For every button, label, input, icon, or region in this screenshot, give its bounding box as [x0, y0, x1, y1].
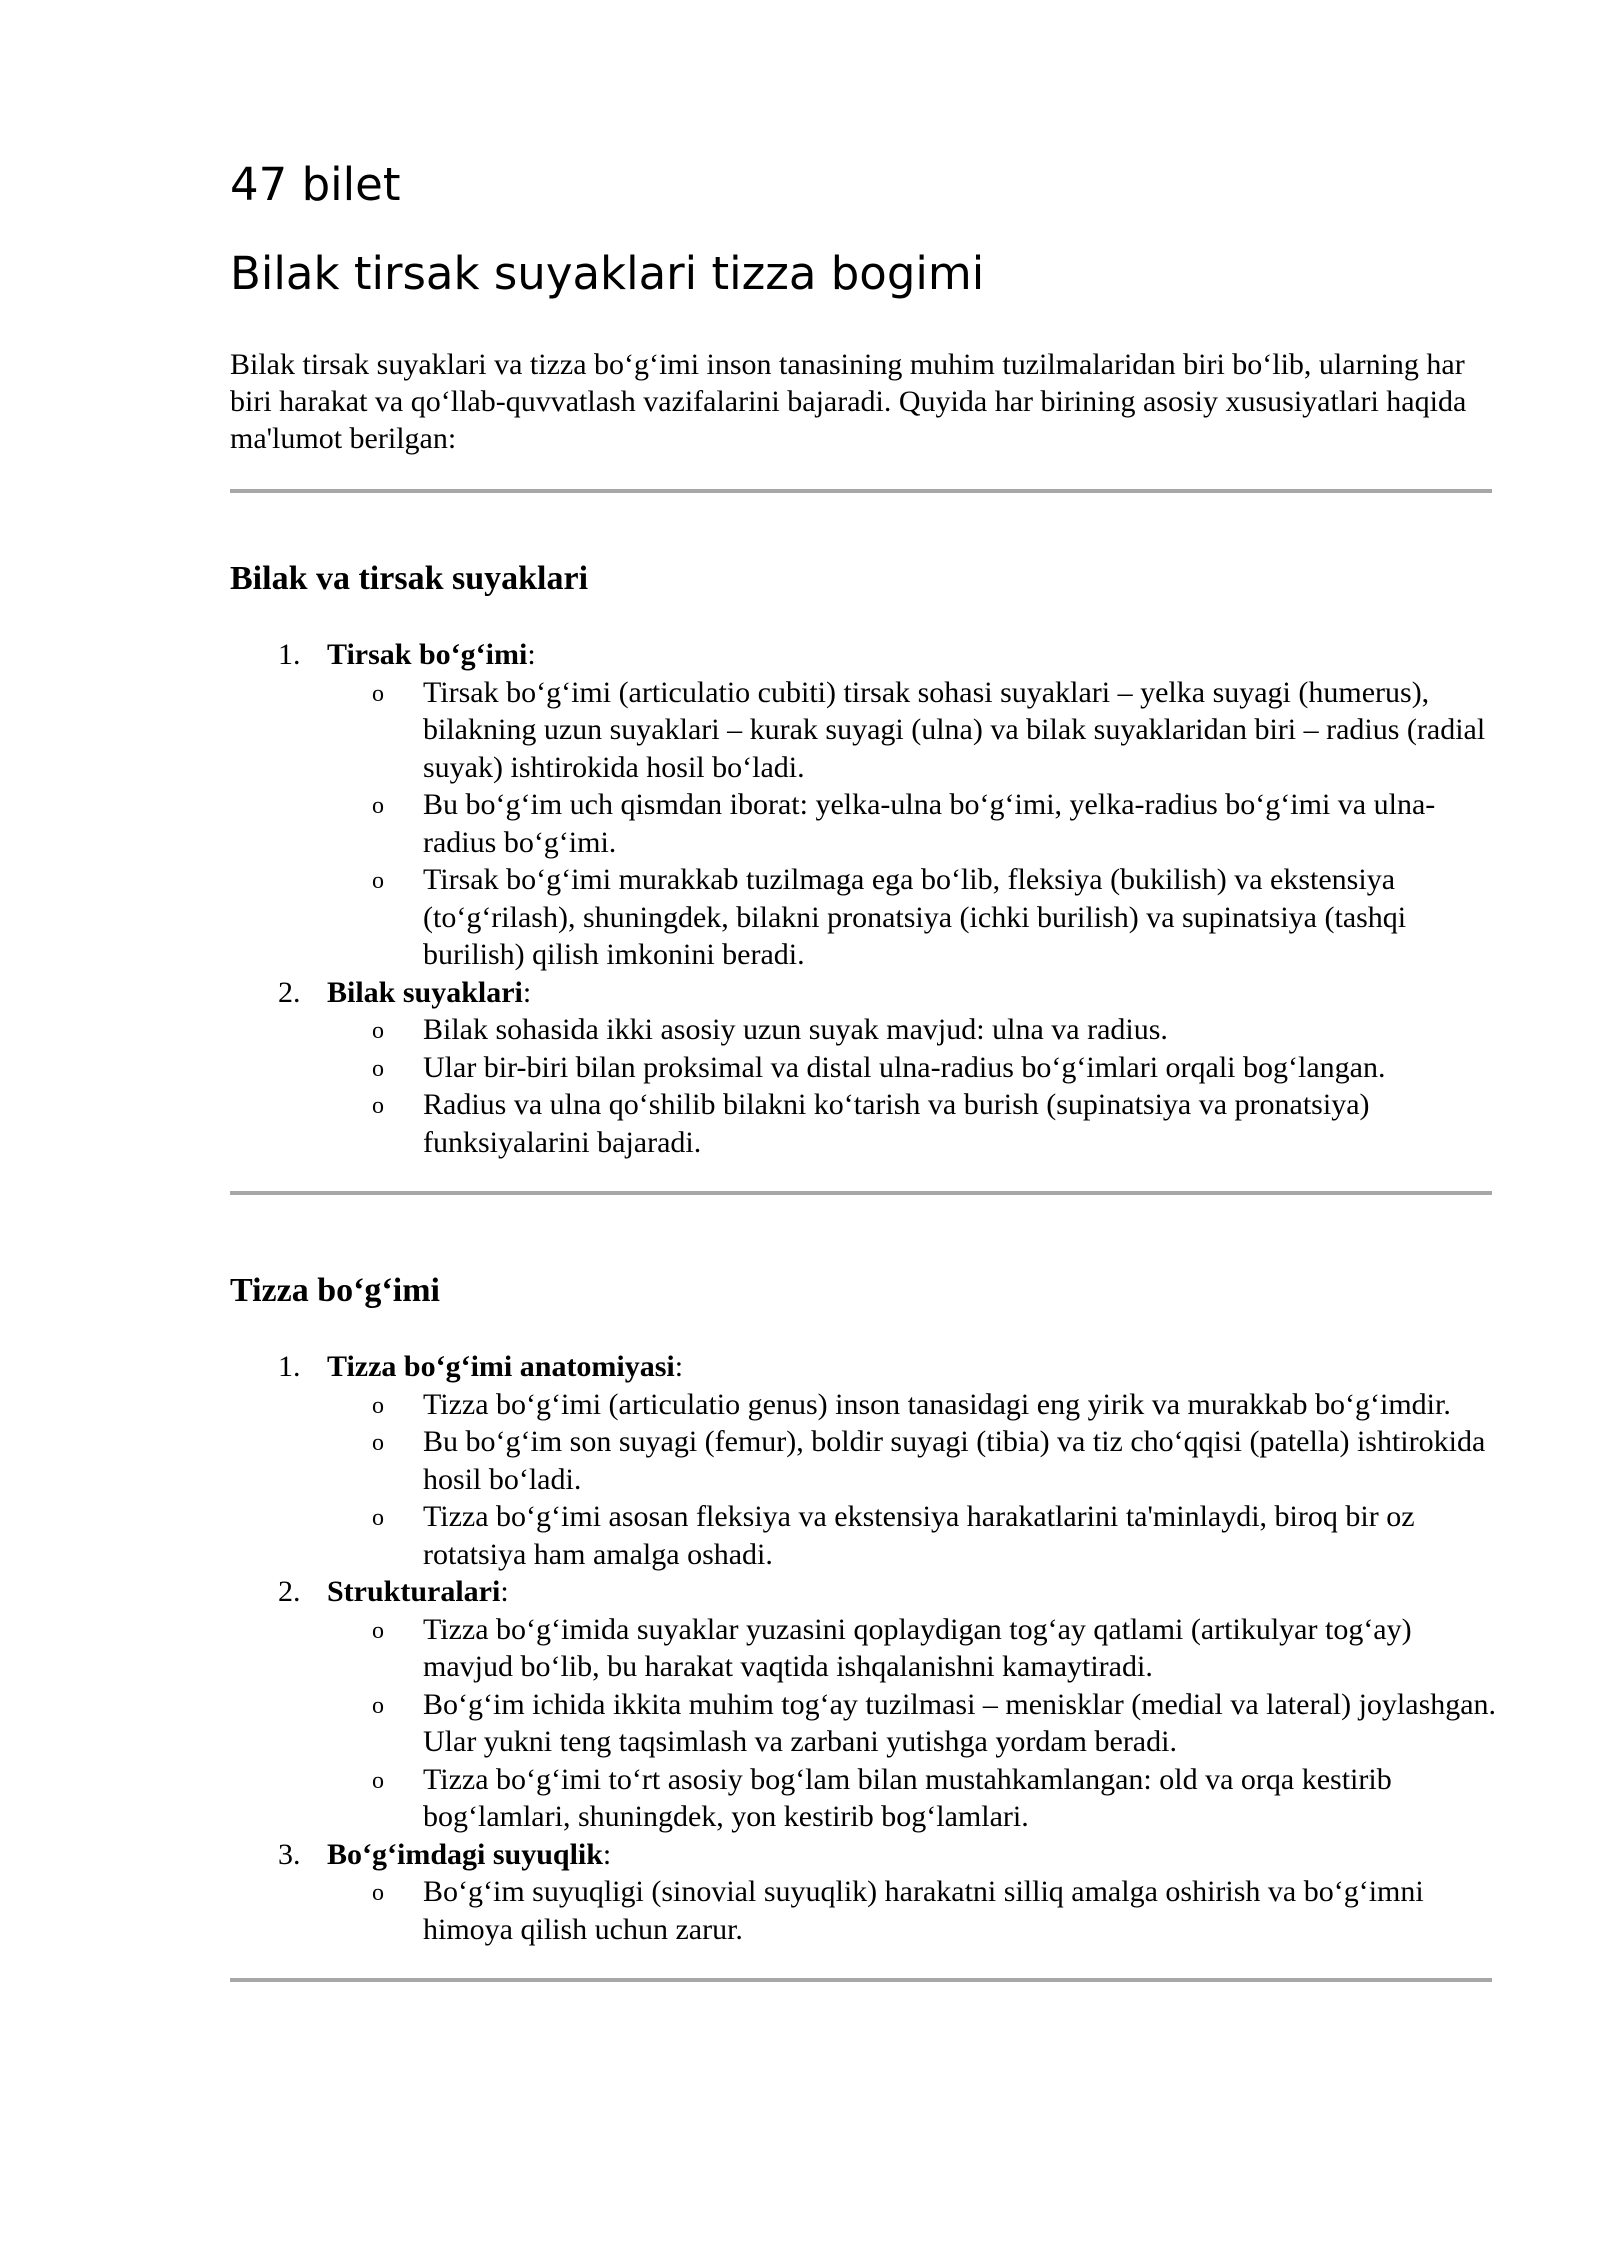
bullet-item	[327, 1498, 1500, 1573]
circle-bullet-icon: o	[372, 1505, 384, 1531]
bullet-list	[327, 1386, 1500, 1574]
topic-title: Bilak tirsak suyaklari tizza bogimi	[230, 247, 985, 300]
item-number: 1.	[278, 638, 301, 671]
item-colon: :	[500, 1575, 509, 1608]
circle-bullet-icon: o	[372, 1093, 384, 1119]
divider	[230, 1978, 1492, 1982]
circle-bullet-icon: o	[372, 1055, 384, 1082]
bullet-item	[327, 861, 1500, 974]
circle-bullet-icon: o	[372, 1430, 384, 1456]
list-item	[230, 1836, 1500, 1949]
item-number: 2.	[278, 1575, 301, 1608]
bullet-list	[327, 1011, 1500, 1161]
circle-bullet-icon: o	[372, 1692, 384, 1719]
circle-bullet-icon: o	[372, 680, 384, 707]
item-colon: :	[527, 638, 536, 671]
bullet-text: Bu bo‘g‘im uch qismdan iborat: yelka-ulna bo‘g‘imi, yelka-radius bo‘g‘imi va ulna-radius bo‘g‘imi.	[423, 788, 1436, 859]
bullet-text: Tirsak bo‘g‘imi murakkab tuzilmaga ega bo‘lib, fleksiya (bukilish) va ekstensiya (to‘g‘rilash), shuningdek, bilakni pronatsiya (ichki burilish) va supinatsiya (tashqi burilish) qilish imkonini beradi.	[423, 863, 1407, 971]
bullet-text: Bilak sohasida ikki asosiy uzun suyak mavjud: ulna va radius.	[423, 1013, 1168, 1046]
bullet-list	[327, 674, 1500, 974]
item-label: Strukturalari	[327, 1575, 501, 1608]
bullet-text: Tizza bo‘g‘imi to‘rt asosiy bog‘lam bilan mustahkamlangan: old va orqa kestirib bog‘lamlari, shuningdek, yon kestirib bog‘lamlari.	[423, 1762, 1392, 1833]
circle-bullet-icon: o	[372, 1617, 384, 1644]
divider	[230, 489, 1492, 493]
bullet-text: Tizza bo‘g‘imi (articulatio genus) inson tanasidagi eng yirik va murakkab bo‘g‘imdir.	[423, 1387, 1451, 1421]
bullet-text: Bo‘g‘im ichida ikkita muhim tog‘ay tuzilmasi – menisklar (medial va lateral) joylashgan. Ular yukni teng taqsimlash va zarbani yutishga yordam beradi.	[423, 1687, 1497, 1758]
bullet-item	[327, 1611, 1500, 1686]
bullet-item	[327, 674, 1500, 787]
bullet-item	[327, 1423, 1500, 1498]
bullet-text: Ular bir-biri bilan proksimal va distal ulna-radius bo‘g‘imlari orqali bog‘langan.	[423, 1050, 1386, 1084]
circle-bullet-icon: o	[372, 1018, 384, 1044]
ticket-title: 47 bilet	[230, 158, 401, 211]
bullet-item	[327, 1761, 1500, 1836]
bullet-list	[327, 1611, 1500, 1836]
circle-bullet-icon: o	[372, 1880, 384, 1906]
bullet-text: Bu bo‘g‘im son suyagi (femur), boldir suyagi (tibia) va tiz cho‘qqisi (patella) ishtirokida hosil bo‘ladi.	[423, 1425, 1486, 1496]
divider	[230, 1191, 1492, 1195]
section-heading: Tizza bo‘g‘imi	[230, 1272, 440, 1309]
item-number: 2.	[278, 975, 301, 1009]
intro-paragraph: Bilak tirsak suyaklari va tizza bo‘g‘imi inson tanasining muhim tuzilmalaridan biri bo‘lib, ularning har biri harakat va qo‘llab-quvvatlash vazifalarini bajaradi. Quyida har birining asosiy xususiyatlari haqida ma'lumot berilgan:	[230, 348, 1467, 455]
circle-bullet-icon: o	[372, 868, 384, 894]
bullet-item	[327, 1873, 1500, 1948]
document-page	[230, 150, 1500, 1982]
bullet-item	[327, 786, 1500, 861]
bullet-item	[327, 1011, 1500, 1049]
circle-bullet-icon: o	[372, 1767, 384, 1794]
bullet-text: Bo‘g‘im suyuqligi (sinovial suyuqlik) harakatni silliq amalga oshirish va bo‘g‘imni himoya qilish uchun zarur.	[423, 1875, 1424, 1946]
section-heading: Bilak va tirsak suyaklari	[230, 560, 589, 597]
item-label: Bo‘g‘imdagi suyuqlik	[327, 1837, 603, 1871]
numbered-list	[230, 636, 1500, 1161]
bullet-item	[327, 1386, 1500, 1424]
item-colon: :	[674, 1350, 684, 1383]
circle-bullet-icon: o	[372, 1392, 384, 1419]
item-label: Tirsak bo‘g‘imi	[327, 638, 528, 671]
bullet-text: Tizza bo‘g‘imida suyaklar yuzasini qoplaydigan tog‘ay qatlami (artikulyar tog‘ay) mavjud bo‘lib, bu harakat vaqtida ishqalanishni kamaytiradi.	[423, 1612, 1412, 1683]
bullet-text: Radius va ulna qo‘shilib bilakni ko‘tarish va burish (supinatsiya va pronatsiya) funksiyalarini bajaradi.	[423, 1088, 1370, 1159]
bullet-text: Tirsak bo‘g‘imi (articulatio cubiti) tirsak sohasi suyaklari – yelka suyagi (humerus), bilakning uzun suyaklari – kurak suyagi (ulna) va bilak suyaklaridan biri – radius (radial suyak) ishtirokida hosil bo‘ladi.	[423, 675, 1486, 784]
bullet-item	[327, 1086, 1500, 1161]
bullet-list	[327, 1873, 1500, 1948]
circle-bullet-icon: o	[372, 793, 384, 819]
item-colon: :	[602, 1837, 612, 1871]
bullet-item	[327, 1049, 1500, 1087]
numbered-list	[230, 1348, 1500, 1948]
list-item	[230, 636, 1500, 974]
item-label: Tizza bo‘g‘imi anatomiyasi	[327, 1350, 675, 1383]
item-colon: :	[522, 975, 532, 1009]
bullet-item	[327, 1686, 1500, 1761]
bullet-text: Tizza bo‘g‘imi asosan fleksiya va ekstensiya harakatlarini ta'minlaydi, biroq bir oz rotatsiya ham amalga oshadi.	[423, 1500, 1415, 1571]
item-label: Bilak suyaklari	[327, 975, 523, 1009]
list-item	[230, 1573, 1500, 1836]
list-item	[230, 974, 1500, 1162]
item-number: 3.	[278, 1837, 301, 1871]
item-number: 1.	[278, 1350, 301, 1383]
list-item	[230, 1348, 1500, 1573]
